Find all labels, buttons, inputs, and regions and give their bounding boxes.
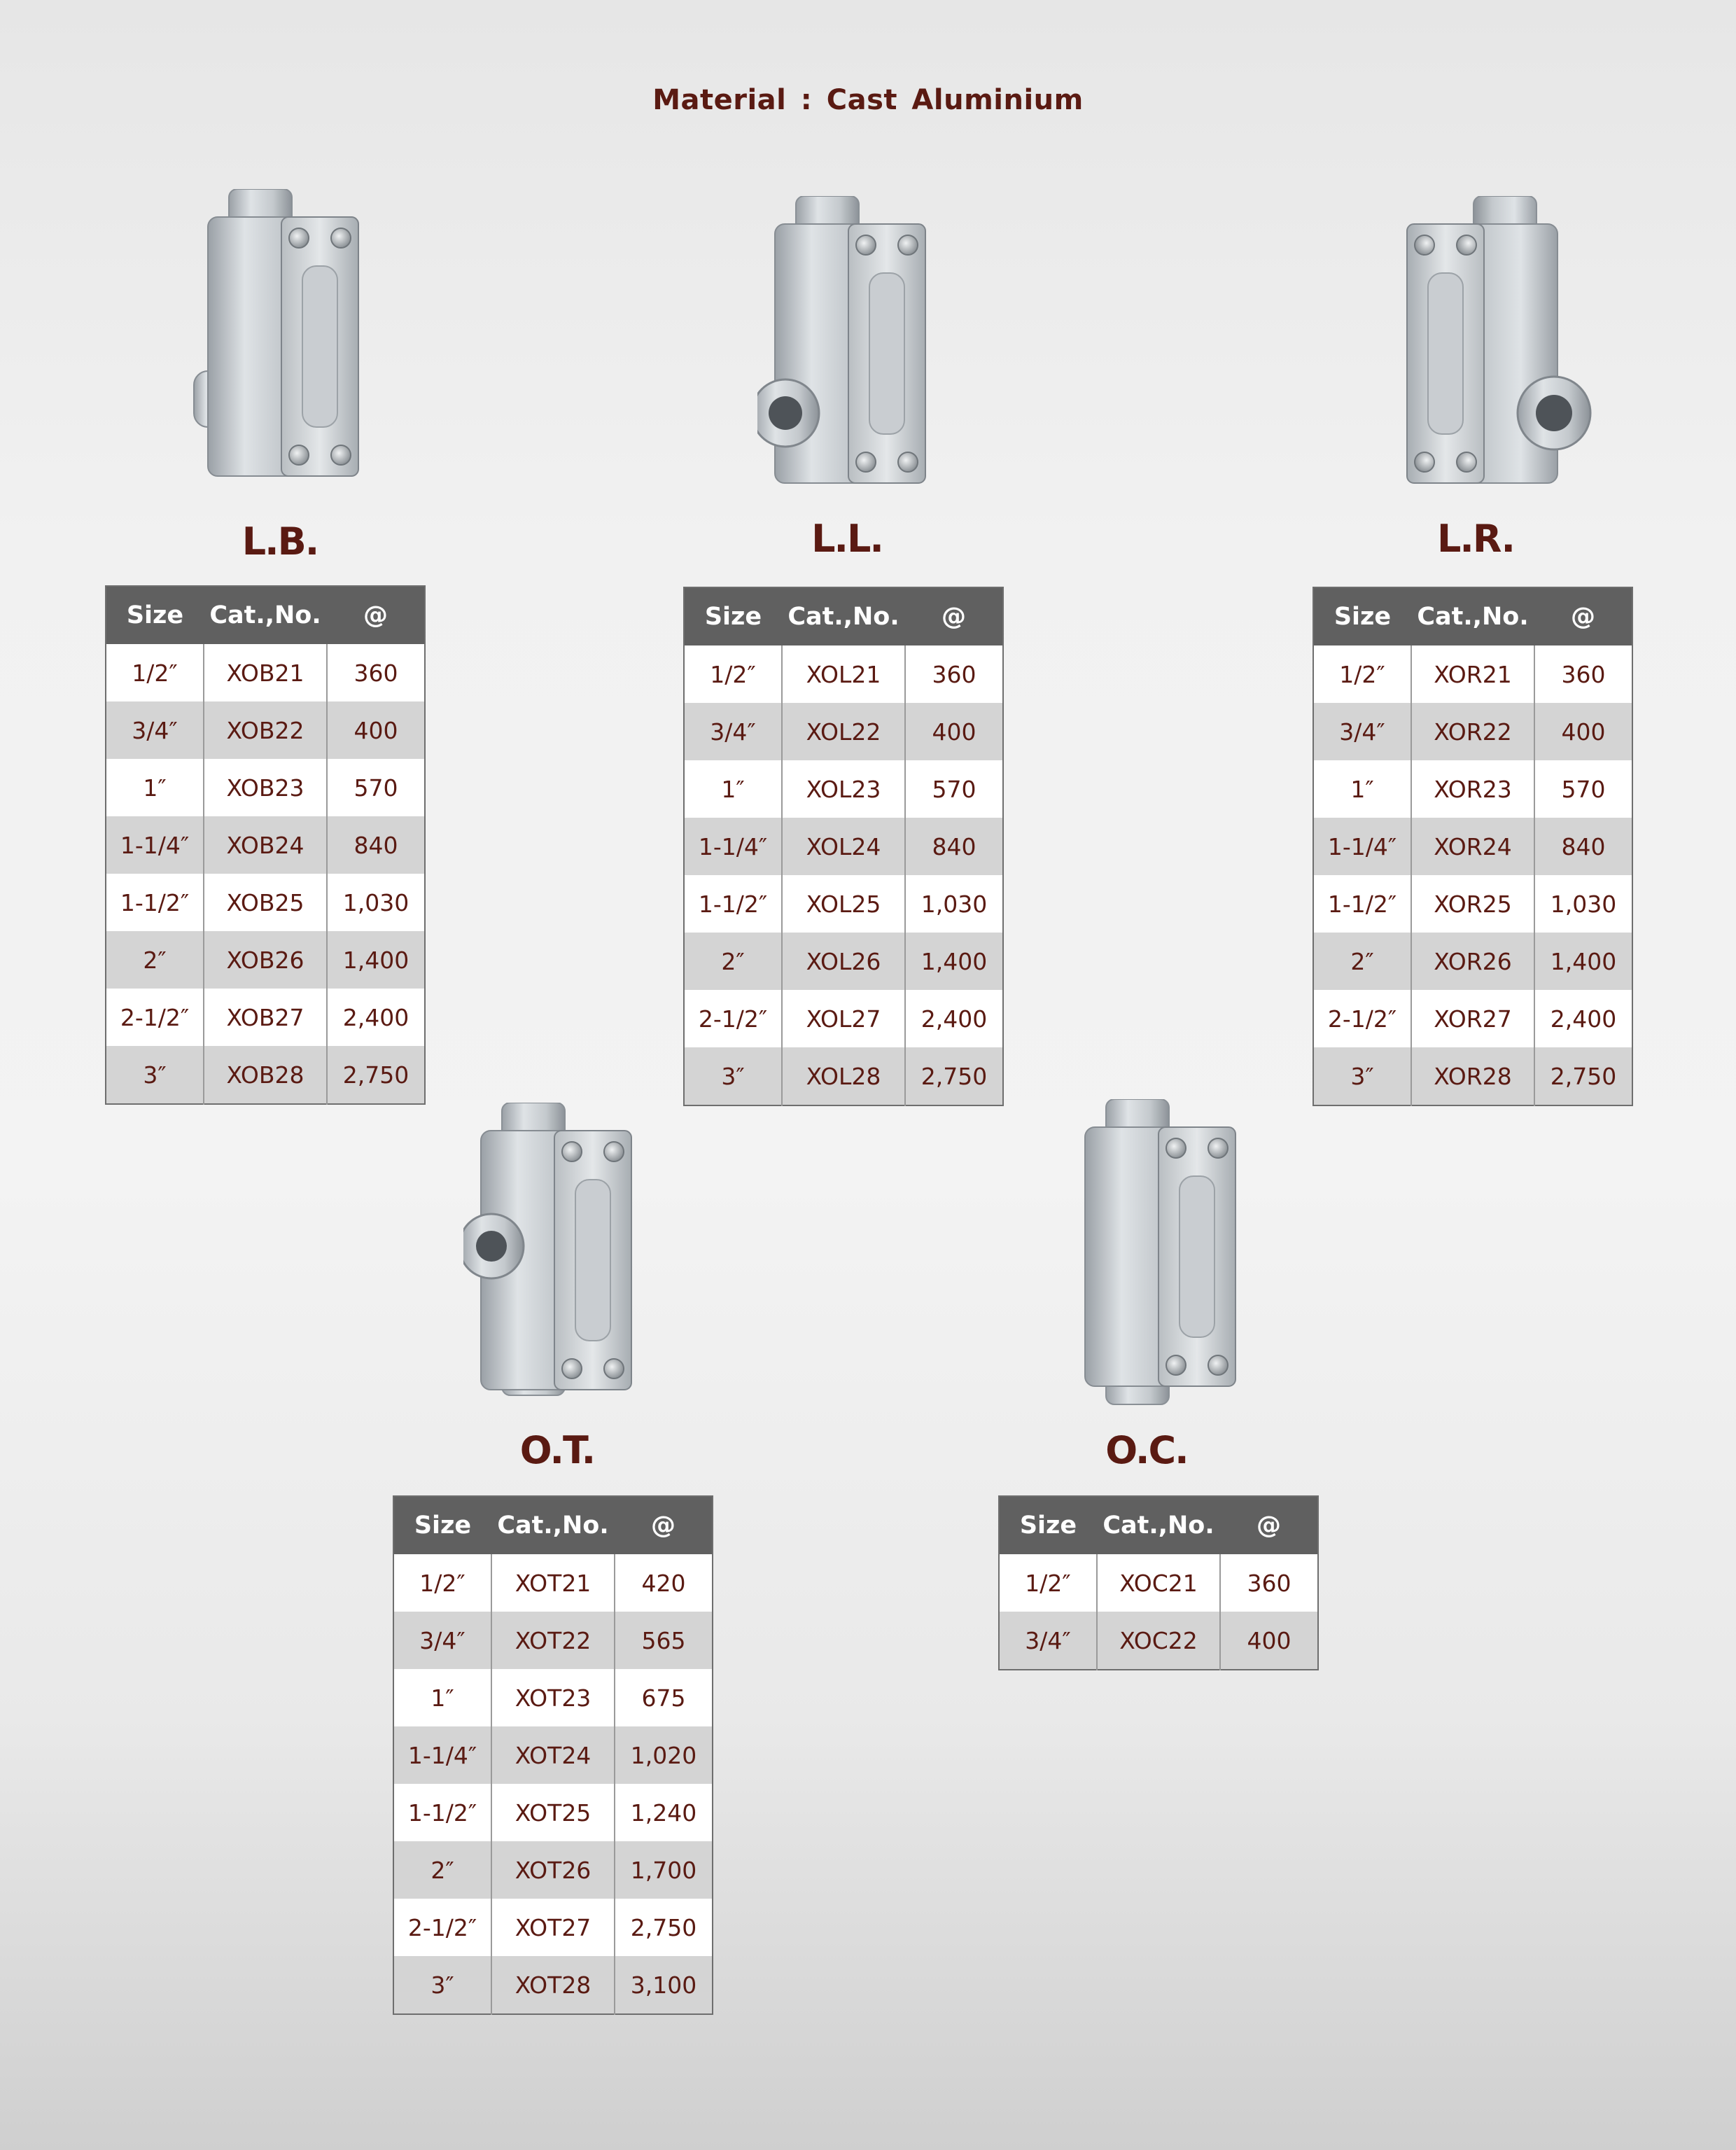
table-row [393, 1899, 713, 1956]
cat-no-column-header: Cat.,No. [1411, 587, 1534, 645]
oc-product-image [1068, 1099, 1250, 1407]
table-row [106, 931, 425, 989]
size-cell: 1-1/4″ [106, 816, 204, 874]
table-row [684, 990, 1003, 1047]
cat-no-cell: XOR25 [1411, 875, 1534, 933]
price-cell: 565 [615, 1612, 713, 1669]
table-row [393, 1784, 713, 1841]
price-cell: 400 [905, 703, 1003, 760]
table-row [106, 816, 425, 874]
size-cell: 3″ [1313, 1047, 1411, 1105]
size-cell: 1-1/2″ [1313, 875, 1411, 933]
table-row [684, 1047, 1003, 1105]
lr-product-image [1393, 196, 1596, 490]
cat-no-cell: XOR27 [1411, 990, 1534, 1047]
price-cell: 360 [905, 645, 1003, 703]
price-cell: 1,700 [615, 1841, 713, 1899]
price-cell: 360 [1534, 645, 1632, 703]
price-cell: 2,400 [327, 989, 425, 1046]
table-row [684, 703, 1003, 760]
cat-no-column-header: Cat.,No. [491, 1496, 615, 1554]
size-cell: 1/2″ [393, 1554, 491, 1612]
size-cell: 1/2″ [684, 645, 782, 703]
table-header-row [106, 586, 425, 644]
price-cell: 2,400 [1534, 990, 1632, 1047]
price-cell: 1,030 [905, 875, 1003, 933]
cat-no-column-header: Cat.,No. [204, 586, 327, 644]
table-header-row [393, 1496, 713, 1554]
size-cell: 1-1/4″ [1313, 818, 1411, 875]
cat-no-cell: XOT23 [491, 1669, 615, 1726]
price-cell: 840 [905, 818, 1003, 875]
size-cell: 1/2″ [1313, 645, 1411, 703]
price-column-header: @ [1220, 1496, 1318, 1554]
price-cell: 2,750 [1534, 1047, 1632, 1105]
oc-title: O.C. [1105, 1428, 1188, 1472]
ll-product-image [757, 196, 939, 490]
cat-no-cell: XOT27 [491, 1899, 615, 1956]
cat-no-cell: XOT21 [491, 1554, 615, 1612]
size-cell: 2″ [1313, 933, 1411, 990]
cat-no-column-header: Cat.,No. [782, 587, 905, 645]
size-cell: 1-1/4″ [684, 818, 782, 875]
size-cell: 2-1/2″ [393, 1899, 491, 1956]
size-cell: 2-1/2″ [106, 989, 204, 1046]
cat-no-cell: XOR23 [1411, 760, 1534, 818]
ot-product-image [463, 1103, 645, 1397]
price-cell: 400 [327, 701, 425, 759]
cat-no-cell: XOC21 [1097, 1554, 1220, 1612]
size-cell: 1/2″ [106, 644, 204, 701]
cat-no-cell: XOR22 [1411, 703, 1534, 760]
cat-no-cell: XOB24 [204, 816, 327, 874]
table-row [1313, 1047, 1632, 1105]
price-cell: 1,400 [905, 933, 1003, 990]
size-cell: 1/2″ [999, 1554, 1097, 1612]
size-column-header: Size [393, 1496, 491, 1554]
price-cell: 1,030 [1534, 875, 1632, 933]
price-cell: 675 [615, 1669, 713, 1726]
size-cell: 1-1/4″ [393, 1726, 491, 1784]
table-row [1313, 875, 1632, 933]
size-cell: 3/4″ [106, 701, 204, 759]
size-cell: 1″ [393, 1669, 491, 1726]
table-row [393, 1726, 713, 1784]
ll-title: L.L. [811, 517, 883, 561]
cat-no-column-header: Cat.,No. [1097, 1496, 1220, 1554]
table-row [106, 1046, 425, 1104]
table-row [393, 1956, 713, 2014]
size-column-header: Size [684, 587, 782, 645]
table-row [1313, 818, 1632, 875]
price-cell: 2,750 [905, 1047, 1003, 1105]
size-column-header: Size [1313, 587, 1411, 645]
price-cell: 840 [1534, 818, 1632, 875]
ot-title: O.T. [519, 1428, 595, 1472]
cat-no-cell: XOL28 [782, 1047, 905, 1105]
price-cell: 840 [327, 816, 425, 874]
table-header-row [1313, 587, 1632, 645]
cat-no-cell: XOL25 [782, 875, 905, 933]
table-row [1313, 990, 1632, 1047]
cat-no-cell: XOL24 [782, 818, 905, 875]
oc-spec-table [998, 1495, 1319, 1670]
size-cell: 1″ [106, 759, 204, 816]
cat-no-cell: XOR28 [1411, 1047, 1534, 1105]
cat-no-cell: XOB26 [204, 931, 327, 989]
table-row [106, 701, 425, 759]
size-cell: 3/4″ [684, 703, 782, 760]
table-row [684, 760, 1003, 818]
price-cell: 1,020 [615, 1726, 713, 1784]
table-row [106, 874, 425, 931]
size-cell: 3″ [684, 1047, 782, 1105]
price-cell: 420 [615, 1554, 713, 1612]
cat-no-cell: XOT22 [491, 1612, 615, 1669]
table-row [393, 1841, 713, 1899]
cat-no-cell: XOB21 [204, 644, 327, 701]
price-cell: 1,240 [615, 1784, 713, 1841]
table-row [684, 645, 1003, 703]
cat-no-cell: XOC22 [1097, 1612, 1220, 1670]
cat-no-cell: XOT26 [491, 1841, 615, 1899]
size-cell: 1-1/2″ [684, 875, 782, 933]
price-column-header: @ [615, 1496, 713, 1554]
cat-no-cell: XOR26 [1411, 933, 1534, 990]
table-row [393, 1612, 713, 1669]
size-column-header: Size [106, 586, 204, 644]
table-row [684, 818, 1003, 875]
table-row [106, 759, 425, 816]
ll-spec-table [683, 587, 1004, 1106]
price-column-header: @ [1534, 587, 1632, 645]
price-cell: 360 [327, 644, 425, 701]
price-cell: 400 [1534, 703, 1632, 760]
size-cell: 3/4″ [1313, 703, 1411, 760]
price-cell: 1,030 [327, 874, 425, 931]
lb-product-image [190, 189, 372, 483]
cat-no-cell: XOB22 [204, 701, 327, 759]
table-row [1313, 933, 1632, 990]
price-cell: 570 [905, 760, 1003, 818]
price-cell: 1,400 [327, 931, 425, 989]
table-row [1313, 760, 1632, 818]
lr-spec-table [1312, 587, 1633, 1106]
size-cell: 2″ [393, 1841, 491, 1899]
size-cell: 3/4″ [999, 1612, 1097, 1670]
cat-no-cell: XOL26 [782, 933, 905, 990]
size-cell: 3/4″ [393, 1612, 491, 1669]
table-row [999, 1554, 1318, 1612]
cat-no-cell: XOR24 [1411, 818, 1534, 875]
ot-spec-table [393, 1495, 713, 2015]
cat-no-cell: XOB25 [204, 874, 327, 931]
price-cell: 2,750 [615, 1899, 713, 1956]
size-cell: 1-1/2″ [106, 874, 204, 931]
cat-no-cell: XOR21 [1411, 645, 1534, 703]
size-cell: 2-1/2″ [684, 990, 782, 1047]
cat-no-cell: XOT24 [491, 1726, 615, 1784]
table-row [106, 989, 425, 1046]
table-row [393, 1554, 713, 1612]
size-cell: 3″ [106, 1046, 204, 1104]
cat-no-cell: XOL23 [782, 760, 905, 818]
table-row [684, 933, 1003, 990]
cat-no-cell: XOB23 [204, 759, 327, 816]
table-row [393, 1669, 713, 1726]
price-column-header: @ [327, 586, 425, 644]
size-cell: 1-1/2″ [393, 1784, 491, 1841]
price-cell: 3,100 [615, 1956, 713, 2014]
table-row [1313, 703, 1632, 760]
cat-no-cell: XOT25 [491, 1784, 615, 1841]
table-header-row [684, 587, 1003, 645]
size-cell: 2″ [106, 931, 204, 989]
lb-spec-table [105, 585, 426, 1105]
size-cell: 2-1/2″ [1313, 990, 1411, 1047]
lr-title: L.R. [1436, 517, 1515, 561]
cat-no-cell: XOL27 [782, 990, 905, 1047]
size-cell: 1″ [684, 760, 782, 818]
price-cell: 2,400 [905, 990, 1003, 1047]
size-cell: 2″ [684, 933, 782, 990]
price-cell: 1,400 [1534, 933, 1632, 990]
price-cell: 570 [1534, 760, 1632, 818]
price-column-header: @ [905, 587, 1003, 645]
table-header-row [999, 1496, 1318, 1554]
table-row [684, 875, 1003, 933]
page-heading: Material : Cast Aluminium [652, 84, 1084, 116]
table-row [106, 644, 425, 701]
size-cell: 1″ [1313, 760, 1411, 818]
table-row [999, 1612, 1318, 1670]
size-cell: 3″ [393, 1956, 491, 2014]
price-cell: 2,750 [327, 1046, 425, 1104]
cat-no-cell: XOL21 [782, 645, 905, 703]
cat-no-cell: XOT28 [491, 1956, 615, 2014]
price-cell: 570 [327, 759, 425, 816]
cat-no-cell: XOB27 [204, 989, 327, 1046]
cat-no-cell: XOB28 [204, 1046, 327, 1104]
price-cell: 360 [1220, 1554, 1318, 1612]
size-column-header: Size [999, 1496, 1097, 1554]
price-cell: 400 [1220, 1612, 1318, 1670]
table-row [1313, 645, 1632, 703]
cat-no-cell: XOL22 [782, 703, 905, 760]
lb-title: L.B. [241, 519, 318, 564]
